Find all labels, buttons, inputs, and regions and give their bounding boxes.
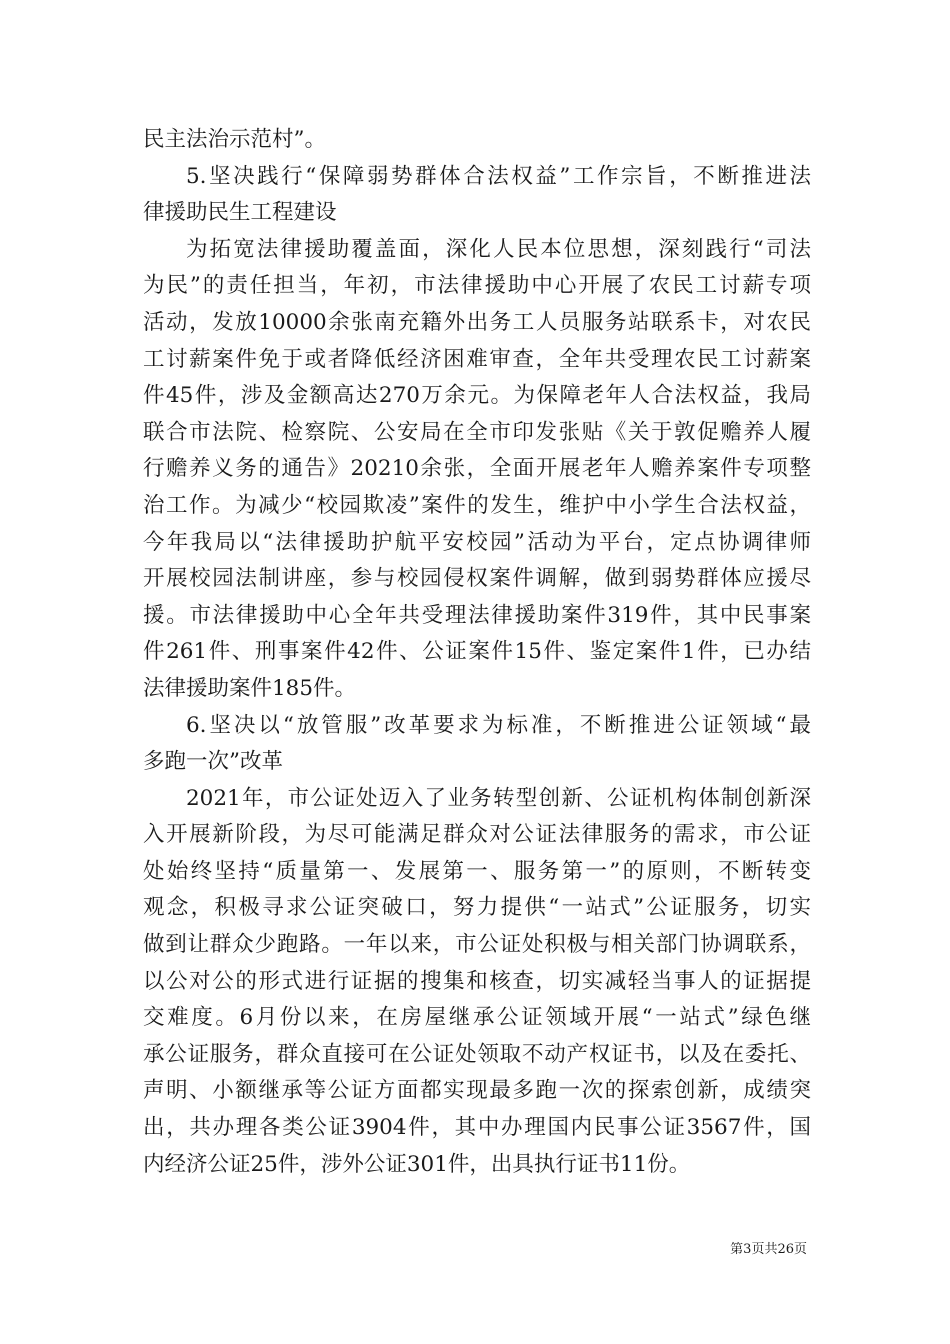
- document-body: [143, 122, 811, 1183]
- text-line: 今年我局以“法律援助护航平安校园”活动为平台，定点协调律师: [143, 529, 811, 555]
- text-line: 6.坚决以“放管服”改革要求为标准，不断推进公证领域“最: [186, 712, 811, 738]
- text-line: 交难度。6月份以来，在房屋继承公证领域开展“一站式”绿色继: [143, 1005, 811, 1031]
- text-line: 民主法治示范村”。: [143, 127, 326, 152]
- text-line: 活动，发放10000余张南充籍外出务工人员服务站联系卡，对农民: [143, 309, 811, 335]
- text-line: 件261件、刑事案件42件、公证案件15件、鉴定案件1件，已办结: [143, 639, 811, 665]
- text-line: 5.坚决践行“保障弱势群体合法权益”工作宗旨，不断推进法: [186, 163, 811, 189]
- text-line: 处始终坚持“质量第一、发展第一、服务第一”的原则，不断转变: [143, 858, 811, 884]
- text-line: 2021年，市公证处迈入了业务转型创新、公证机构体制创新深: [186, 785, 811, 811]
- text-line: 观念，积极寻求公证突破口，努力提供“一站式”公证服务，切实: [143, 895, 811, 921]
- text-line: 出，共办理各类公证3904件，其中办理国内民事公证3567件，国: [143, 1115, 811, 1141]
- text-line: 援。市法律援助中心全年共受理法律援助案件319件，其中民事案: [143, 602, 811, 628]
- text-line: 做到让群众少跑路。一年以来，市公证处积极与相关部门协调联系，: [143, 932, 811, 958]
- text-line: 承公证服务，群众直接可在公证处领取不动产权证书，以及在委托、: [143, 1041, 811, 1067]
- text-line: 为民”的责任担当，年初，市法律援助中心开展了农民工讨薪专项: [143, 273, 811, 299]
- text-line: 联合市法院、检察院、公安局在全市印发张贴《关于敦促赡养人履: [143, 419, 811, 445]
- text-line: 治工作。为减少“校园欺凌”案件的发生，维护中小学生合法权益，: [143, 492, 811, 518]
- text-line: 以公对公的形式进行证据的搜集和核查，切实减轻当事人的证据提: [143, 968, 811, 994]
- text-line: 声明、小额继承等公证方面都实现最多跑一次的探索创新，成绩突: [143, 1078, 811, 1104]
- text-line: 工讨薪案件免于或者降低经济困难审查，全年共受理农民工讨薪案: [143, 346, 811, 372]
- text-line: 行赡养义务的通告》20210余张，全面开展老年人赡养案件专项整: [143, 456, 811, 482]
- text-line: 件45件，涉及金额高达270万余元。为保障老年人合法权益，我局: [143, 383, 811, 409]
- text-line: 入开展新阶段，为尽可能满足群众对公证法律服务的需求，市公证: [143, 822, 811, 848]
- text-line: 多跑一次”改革: [143, 749, 283, 775]
- text-line: 为拓宽法律援助覆盖面，深化人民本位思想，深刻践行“司法: [186, 236, 811, 262]
- text-line: 开展校园法制讲座，参与校园侵权案件调解，做到弱势群体应援尽: [143, 566, 811, 592]
- page-number: 第3页共26页: [730, 1242, 807, 1257]
- text-line: 内经济公证25件，涉外公证301件，出具执行证书11份。: [143, 1151, 691, 1177]
- text-line: 律援助民生工程建设: [143, 200, 337, 226]
- text-line: 法律援助案件185件。: [143, 675, 357, 701]
